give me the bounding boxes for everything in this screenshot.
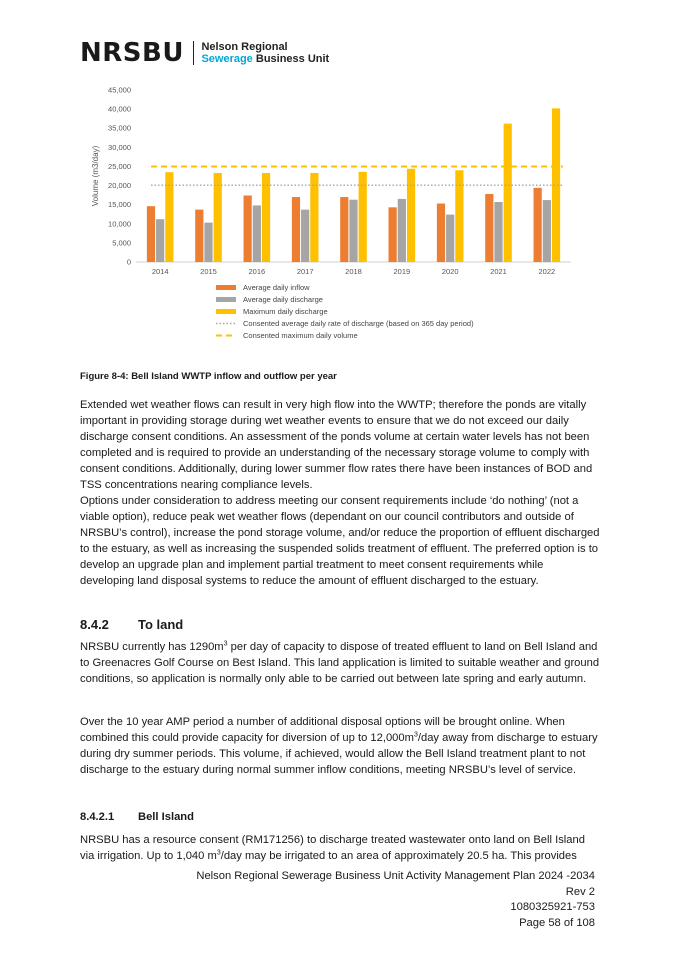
- x-tick-label: 2022: [538, 267, 556, 276]
- bar-average-daily-inflow: [244, 195, 252, 262]
- logo-org-line2: [201, 53, 329, 65]
- bar-maximum-daily-discharge: [552, 108, 560, 262]
- x-tick-label: 2021: [490, 267, 507, 276]
- logo-org-line2-rest: Business Unit: [252, 53, 330, 65]
- y-tick-label: 35,000: [108, 123, 131, 133]
- legend-label: Average daily inflow: [243, 283, 310, 292]
- legend-label: Consented average daily rate of discharge (based on 365 day period): [243, 319, 474, 328]
- section-heading-8-4-2-1: [80, 811, 194, 823]
- paragraph-bell-island: [80, 833, 600, 865]
- inflow-outflow-chart: [86, 80, 586, 360]
- y-tick-label: 10,000: [108, 219, 131, 229]
- section-title: To land: [138, 617, 184, 632]
- legend-swatch: [216, 297, 236, 302]
- bar-average-daily-inflow: [340, 197, 348, 262]
- y-tick-label: 25,000: [108, 161, 131, 171]
- x-tick-label: 2017: [296, 267, 314, 276]
- logo-org-line1: Nelson Regional: [201, 41, 288, 53]
- x-tick-label: 2016: [248, 267, 266, 276]
- bar-average-daily-inflow: [534, 188, 542, 262]
- bar-average-daily-discharge: [253, 205, 261, 262]
- y-tick-label: 15,000: [108, 200, 131, 210]
- paragraph-options: Options under consideration to address meeting our consent requirements include ‘do nothing’ (not a viable option), reduce peak wet weather flows (dependant on our council contributors and outside of NRSBU’s control), increase the pond storage volume, and/or reduce the proportion of effluent discharged to the estuary, as well as increasing the suspended solids treatment of effluent. The preferred option is to develop an upgrade plan and implement partial treatment to meet consent requirements while developing land disposal systems to reduce the amount of effluent discharged to the estuary.: [80, 495, 600, 587]
- section-title: Bell Island: [138, 811, 194, 823]
- legend-swatch: [216, 309, 236, 314]
- paragraph-disposal-options: [80, 715, 600, 779]
- bar-average-daily-discharge: [494, 202, 502, 262]
- para-text-pre: NRSBU has a resource consent (RM171256) to discharge treated wastewater onto land on Bell Island via irrigation. Up to 1,040 m: [80, 834, 585, 862]
- bar-average-daily-inflow: [292, 197, 300, 262]
- x-tick-label: 2018: [345, 267, 362, 276]
- logo-org-name: [201, 41, 329, 65]
- para-text-pre: Over the 10 year AMP period a number of additional disposal options will be brought online. When combined this could provide capacity for diversion of up to 12,000m: [80, 716, 565, 744]
- bar-maximum-daily-discharge: [455, 170, 463, 262]
- legend-label: Average daily discharge: [243, 295, 323, 304]
- bar-average-daily-discharge: [446, 215, 454, 262]
- bar-average-daily-inflow: [147, 206, 155, 262]
- legend-swatch: [216, 285, 236, 290]
- bar-average-daily-discharge: [398, 199, 406, 262]
- superscript: 3: [223, 640, 228, 648]
- bar-average-daily-inflow: [195, 210, 203, 262]
- logo-divider: [193, 41, 195, 65]
- y-tick-label: 45,000: [108, 85, 131, 95]
- bar-maximum-daily-discharge: [262, 173, 270, 262]
- para-text-post: /day may be irrigated to an area of approximately 20.5 ha. This provides: [220, 849, 577, 862]
- x-tick-label: 2020: [441, 267, 459, 276]
- y-tick-label: 20,000: [108, 181, 131, 191]
- y-tick-label: 40,000: [108, 104, 131, 114]
- bar-average-daily-inflow: [485, 194, 493, 262]
- y-axis-label: Volume (m3/day): [91, 145, 100, 207]
- para-text-post: per day of capacity to dispose of treated effluent to land on Bell Island and to Greenacres Golf Course on Best Island. This land application is limited to suitable weather and ground conditions, so application is normally only able to be carried out between late spring and early autumn.: [80, 641, 600, 685]
- x-tick-label: 2014: [151, 267, 169, 276]
- logo-text: NRSBU: [80, 38, 184, 68]
- legend-label: Maximum daily discharge: [243, 307, 328, 316]
- page-footer: [196, 869, 595, 931]
- x-tick-label: 2015: [200, 267, 217, 276]
- section-number: 8.4.2.1: [80, 811, 115, 823]
- footer-doc-number: 1080325921-753: [510, 901, 595, 914]
- bar-average-daily-discharge: [156, 219, 164, 262]
- section-heading-8-4-2: [80, 617, 183, 632]
- superscript: 3: [216, 849, 221, 857]
- footer-revision: Rev 2: [565, 885, 595, 898]
- bar-average-daily-inflow: [437, 204, 445, 262]
- x-tick-label: 2019: [393, 267, 411, 276]
- footer-page-number: Page 58 of 108: [519, 916, 595, 929]
- para-text-post: /day away from discharge to estuary during dry summer periods. This volume, if achieved, would allow the Bell Island treatment plant to not discharge to the estuary during normal summer inflow conditions, meeting NRSBU’s level of service.: [80, 731, 598, 776]
- bar-average-daily-discharge: [301, 210, 309, 262]
- bar-maximum-daily-discharge: [407, 169, 415, 262]
- logo-org-line2-accent: Sewerage: [201, 53, 253, 65]
- y-tick-label: 5,000: [112, 238, 131, 248]
- bar-maximum-daily-discharge: [214, 173, 222, 262]
- legend-label: Consented maximum daily volume: [243, 331, 358, 340]
- footer-plan-title: Nelson Regional Sewerage Business Unit Activity Management Plan 2024 -2034: [196, 870, 595, 882]
- bar-maximum-daily-discharge: [504, 124, 512, 262]
- section-number: 8.4.2: [80, 617, 109, 632]
- y-tick-label: 0: [126, 257, 131, 267]
- header-logo: [80, 38, 329, 68]
- para-text-pre: NRSBU currently has 1290m: [80, 641, 224, 653]
- bar-average-daily-discharge: [543, 200, 551, 262]
- bar-average-daily-discharge: [204, 223, 212, 262]
- figure-caption: Figure 8-4: Bell Island WWTP inflow and outflow per year: [80, 371, 337, 382]
- superscript: 3: [413, 731, 418, 739]
- y-tick-label: 30,000: [108, 142, 131, 152]
- bar-average-daily-inflow: [389, 207, 397, 262]
- bar-maximum-daily-discharge: [310, 173, 318, 262]
- bar-average-daily-discharge: [349, 200, 357, 262]
- paragraph-land-capacity: [80, 640, 600, 688]
- paragraph-wet-weather: Extended wet weather flows can result in very high flow into the WWTP; therefore the ponds are vitally important in providing storage during wet weather events to ensure that we do not exceed our daily discharge consent conditions. An assessment of the ponds volume at certain water levels has not been completed and is required to provide an understanding of the necessary storage volume to comply with consent conditions. Additionally, during lower summer flow rates there have been instances of BOD and TSS concentrations nearing compliance levels.: [80, 399, 593, 491]
